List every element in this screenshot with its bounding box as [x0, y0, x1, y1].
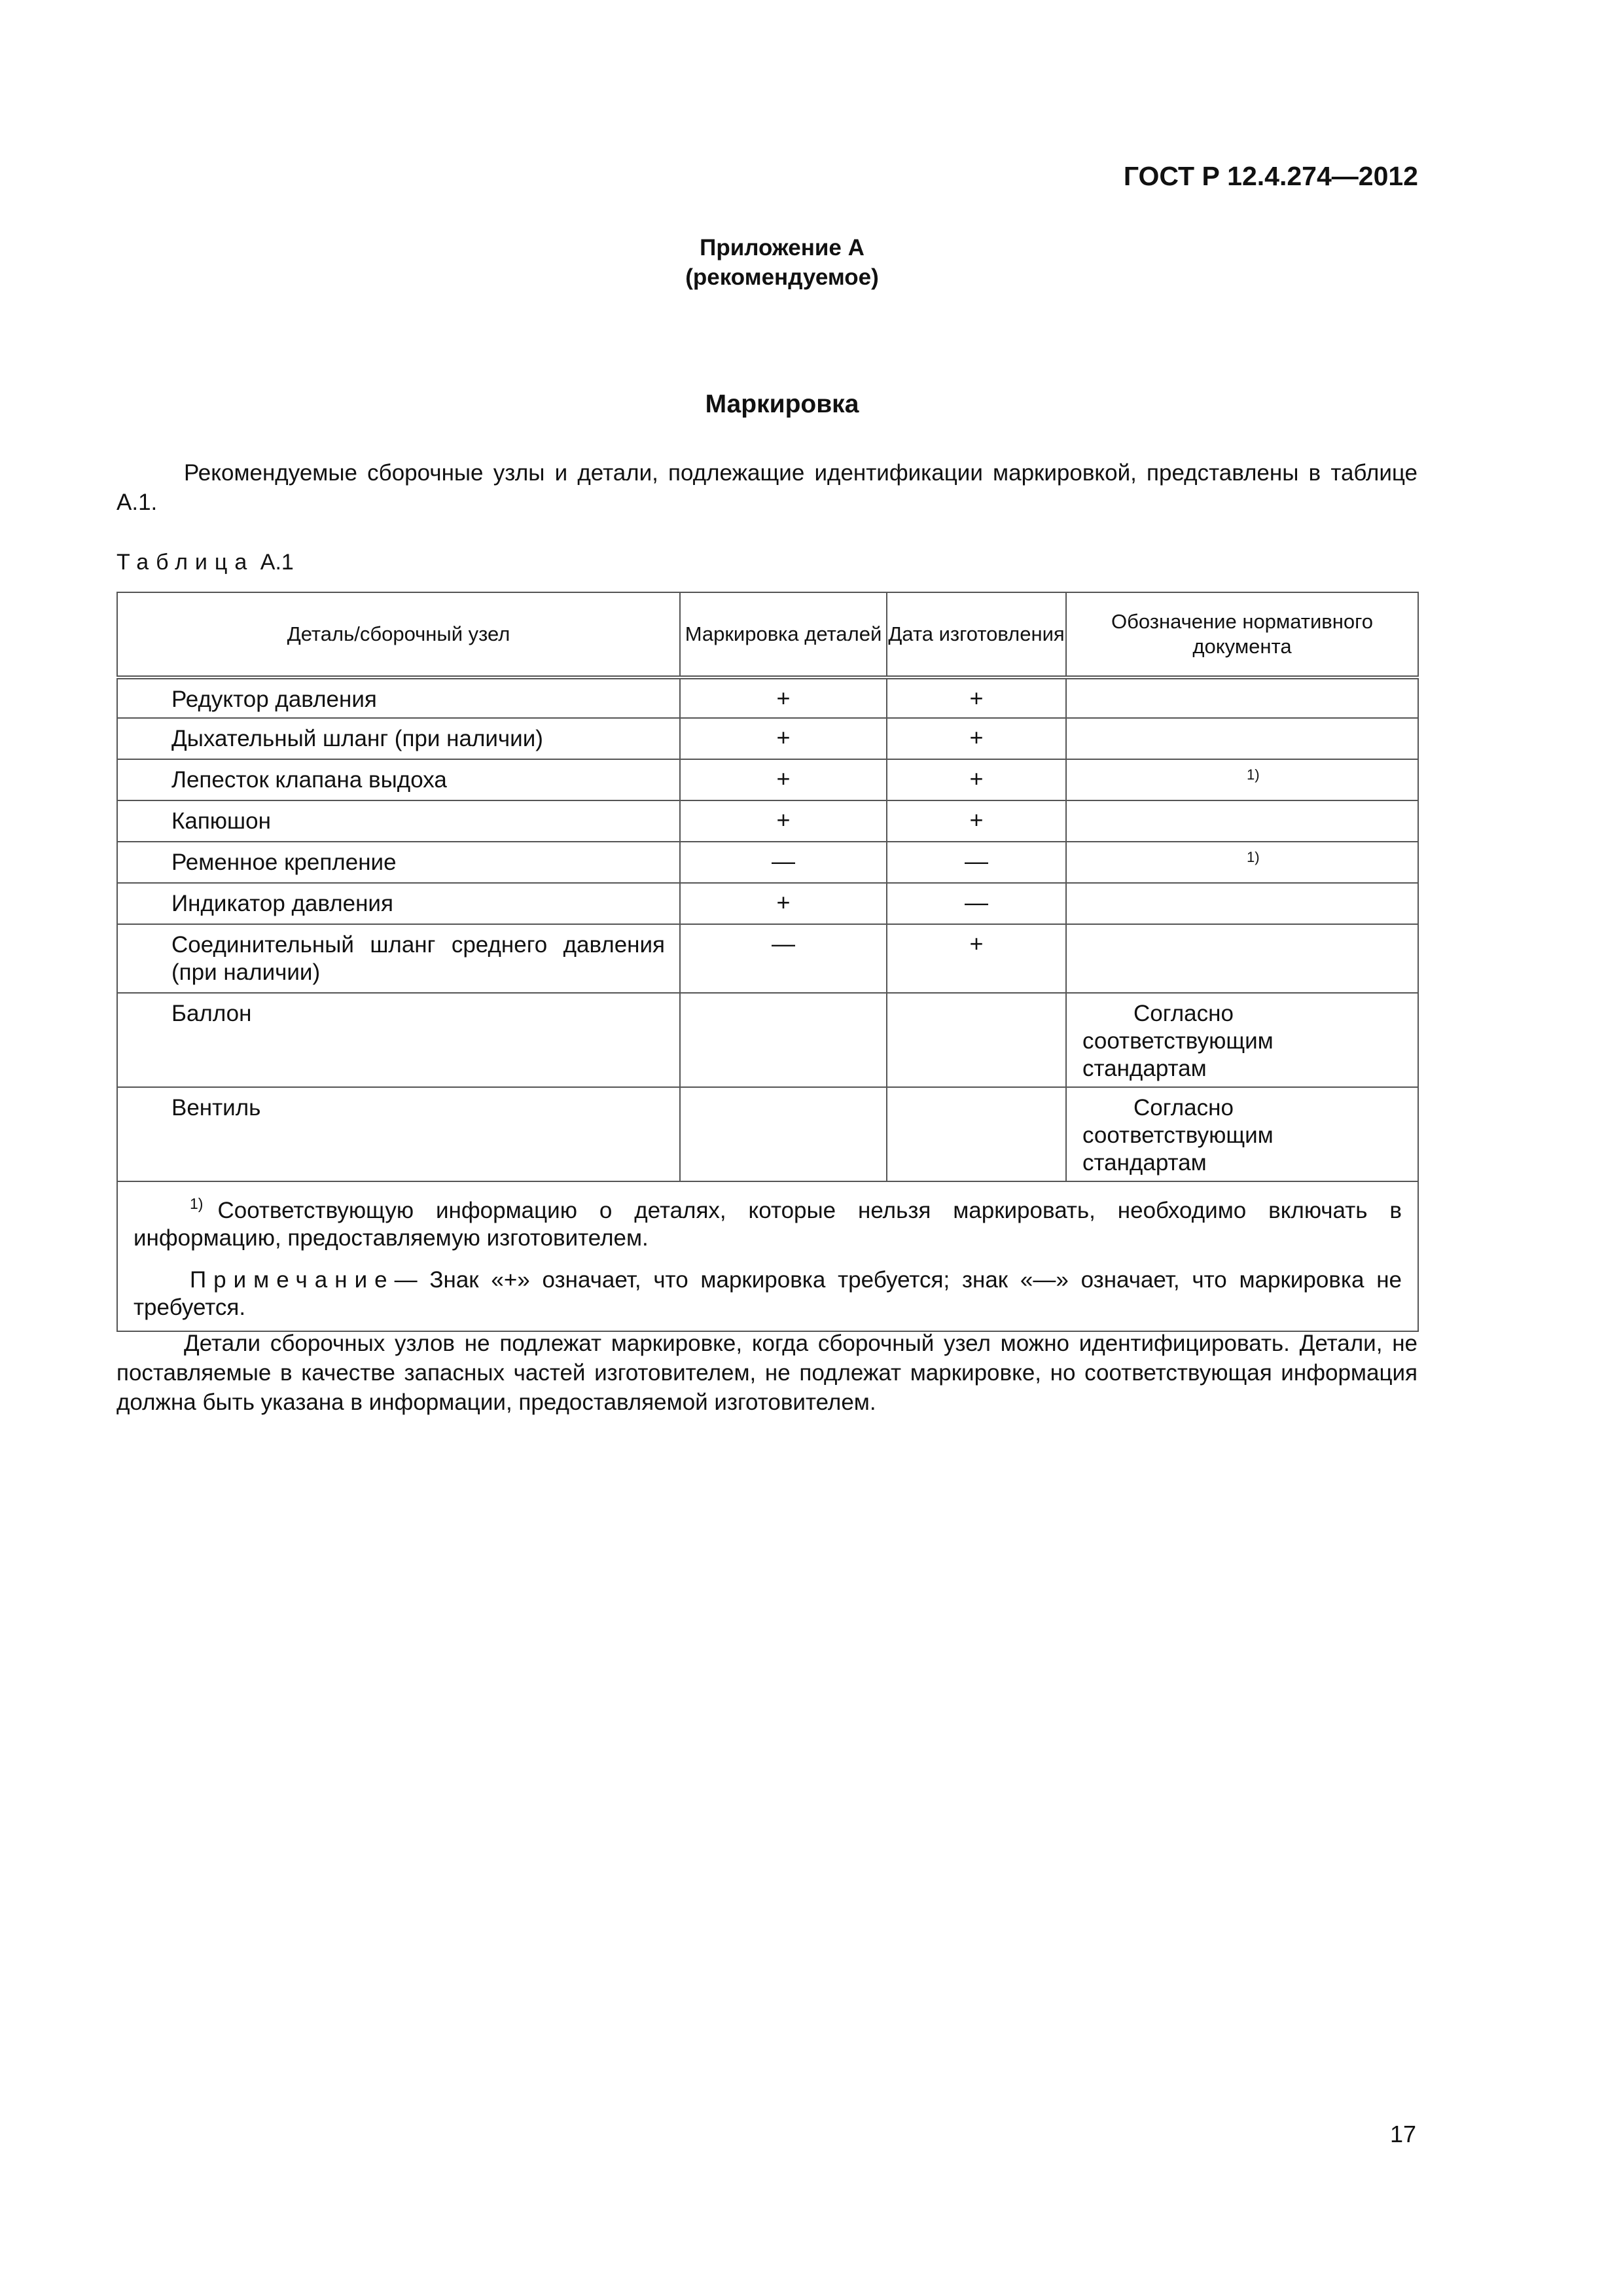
row-doc-text: Согласно соответствующим стандартам — [1082, 1001, 1274, 1081]
row-date: — — [887, 883, 1066, 924]
row-marking — [680, 993, 887, 1087]
row-marking: + — [680, 759, 887, 800]
closing-paragraph-text: Детали сборочных узлов не подлежат маркировке, когда сборочный узел можно идентифицировать. Детали, не поставляемые в качестве запасных частей изготовителем, не подлежат маркировке, но соответствующая информация должна быть указана в информации, предоставляемой изготовителем. — [116, 1331, 1418, 1415]
standard-number: ГОСТ Р 12.4.274—2012 — [1123, 161, 1418, 191]
table-row — [117, 800, 1418, 842]
row-date: — — [887, 842, 1066, 883]
table-row — [117, 842, 1418, 883]
row-doc — [1066, 924, 1418, 993]
row-doc — [1066, 883, 1418, 924]
header-date: Дата изготовления — [887, 592, 1066, 677]
row-item: Индикатор давления — [117, 883, 680, 924]
appendix-title: Приложение А — [700, 235, 865, 260]
table-row — [117, 924, 1418, 993]
row-date — [887, 1087, 1066, 1181]
marking-table — [116, 592, 1419, 1332]
row-date: + — [887, 677, 1066, 718]
table-row — [117, 718, 1418, 759]
section-title: Маркировка — [705, 390, 859, 418]
footnote-ref: 1) — [1247, 849, 1260, 865]
row-item: Лепесток клапана выдоха — [117, 759, 680, 800]
row-doc — [1066, 759, 1418, 800]
table-caption-label: Таблица — [116, 550, 255, 575]
header-marking: Маркировка деталей — [680, 592, 887, 677]
table-caption — [116, 550, 294, 575]
table-note — [134, 1266, 1402, 1321]
page-number: 17 — [1389, 2121, 1416, 2147]
table-row — [117, 677, 1418, 718]
footnote-text: Соответствующую информацию о деталях, которые нельзя маркировать, необходимо включать в информацию, предоставляемую изготовителем. — [134, 1198, 1402, 1251]
table-footer — [117, 1181, 1418, 1331]
row-marking: — — [680, 924, 887, 993]
row-date — [887, 993, 1066, 1087]
row-item: Дыхательный шланг (при наличии) — [117, 718, 680, 759]
row-marking: + — [680, 883, 887, 924]
table-header-row — [117, 592, 1418, 677]
header-item: Деталь/сборочный узел — [117, 592, 680, 677]
closing-paragraph — [116, 1329, 1418, 1417]
row-marking: — — [680, 842, 887, 883]
row-item-text: Соединительный шланг среднего давления (при наличии) — [171, 932, 665, 985]
table-row — [117, 1087, 1418, 1181]
row-item — [117, 924, 680, 993]
row-date: + — [887, 924, 1066, 993]
row-doc — [1066, 677, 1418, 718]
row-doc — [1066, 993, 1418, 1087]
row-doc — [1066, 800, 1418, 842]
table-row — [117, 883, 1418, 924]
row-date: + — [887, 800, 1066, 842]
note-text: — Знак «+» означает, что маркировка требуется; знак «—» означает, что маркировка не требуется. — [134, 1267, 1402, 1320]
intro-paragraph — [116, 458, 1418, 517]
row-item: Капюшон — [117, 800, 680, 842]
row-doc — [1066, 842, 1418, 883]
appendix-status: (рекомендуемое) — [685, 264, 879, 290]
footnote-mark: 1) — [190, 1195, 204, 1212]
row-item: Баллон — [117, 993, 680, 1087]
appendix-heading — [0, 233, 1564, 292]
row-marking: + — [680, 718, 887, 759]
header-doc: Обозначение нормативного документа — [1066, 592, 1418, 677]
row-date: + — [887, 759, 1066, 800]
row-marking — [680, 1087, 887, 1181]
row-doc — [1066, 718, 1418, 759]
table-row — [117, 993, 1418, 1087]
table-row — [117, 759, 1418, 800]
note-label: Примечание — [190, 1267, 395, 1293]
row-date: + — [887, 718, 1066, 759]
table-caption-number: А.1 — [260, 550, 294, 575]
table-footnote — [134, 1190, 1402, 1252]
row-doc-text: Согласно соответствующим стандартам — [1082, 1095, 1274, 1175]
row-doc — [1066, 1087, 1418, 1181]
row-marking: + — [680, 800, 887, 842]
table-footer-row — [117, 1181, 1418, 1331]
footnote-ref: 1) — [1247, 766, 1260, 783]
row-item: Ременное крепление — [117, 842, 680, 883]
intro-paragraph-text: Рекомендуемые сборочные узлы и детали, подлежащие идентификации маркировкой, представлены в таблице А.1. — [116, 460, 1418, 515]
row-marking: + — [680, 677, 887, 718]
row-item: Редуктор давления — [117, 677, 680, 718]
row-item: Вентиль — [117, 1087, 680, 1181]
